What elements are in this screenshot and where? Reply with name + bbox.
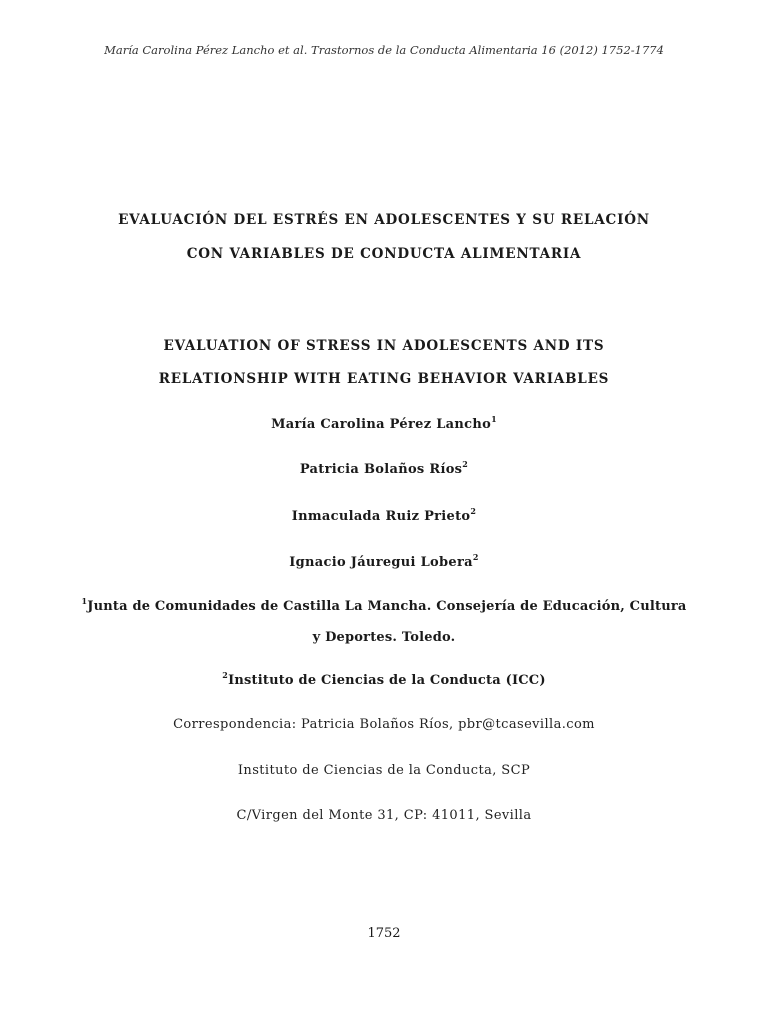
author-affiliation-marker: 1	[491, 414, 497, 424]
author-name: Patricia Bolaños Ríos	[299, 462, 463, 477]
author-name: Ignacio Jáuregui Lobera	[289, 555, 473, 570]
affiliation-text: Instituto de Ciencias de la Conducta (ICC)	[228, 673, 546, 688]
page-number: 1752	[367, 926, 401, 941]
address-line: C/Virgen del Monte 31, CP: 41011, Sevilla	[236, 808, 532, 823]
affiliation-text: Junta de Comunidades de Castilla La Mancha. Consejería de Educación, Cultura	[87, 599, 687, 614]
author-3	[0, 506, 768, 524]
affiliation-marker: 2	[222, 670, 229, 680]
running-header: María Carolina Pérez Lancho et al. Trastornos de la Conducta Alimentaria 16 (2012) 1752-1774	[104, 43, 664, 57]
author-name: María Carolina Pérez Lancho	[271, 417, 492, 432]
correspondence-line: Correspondencia: Patricia Bolaños Ríos, pbr@tcasevilla.com	[173, 717, 595, 732]
author-4	[0, 552, 768, 570]
affiliation-1-line-2: y Deportes. Toledo.	[312, 630, 456, 645]
affiliation-1-line-1	[0, 596, 768, 614]
title-es-line-2: CON VARIABLES DE CONDUCTA ALIMENTARIA	[186, 246, 582, 262]
author-affiliation-marker: 2	[470, 506, 477, 516]
title-en-line-2: RELATIONSHIP WITH EATING BEHAVIOR VARIABLES	[158, 371, 610, 387]
author-1	[0, 414, 768, 432]
author-affiliation-marker: 2	[462, 459, 469, 469]
author-2	[0, 459, 768, 477]
author-name: Inmaculada Ruiz Prieto	[291, 509, 471, 524]
title-es-line-1: EVALUACIÓN DEL ESTRÉS EN ADOLESCENTES Y SU RELACIÓN	[118, 212, 650, 228]
affiliation-2	[0, 670, 768, 688]
title-en-line-1: EVALUATION OF STRESS IN ADOLESCENTS AND ITS	[163, 338, 605, 354]
affiliation-marker: 1	[81, 596, 88, 606]
author-affiliation-marker: 2	[472, 552, 479, 562]
institution-line: Instituto de Ciencias de la Conducta, SCP	[237, 763, 531, 778]
